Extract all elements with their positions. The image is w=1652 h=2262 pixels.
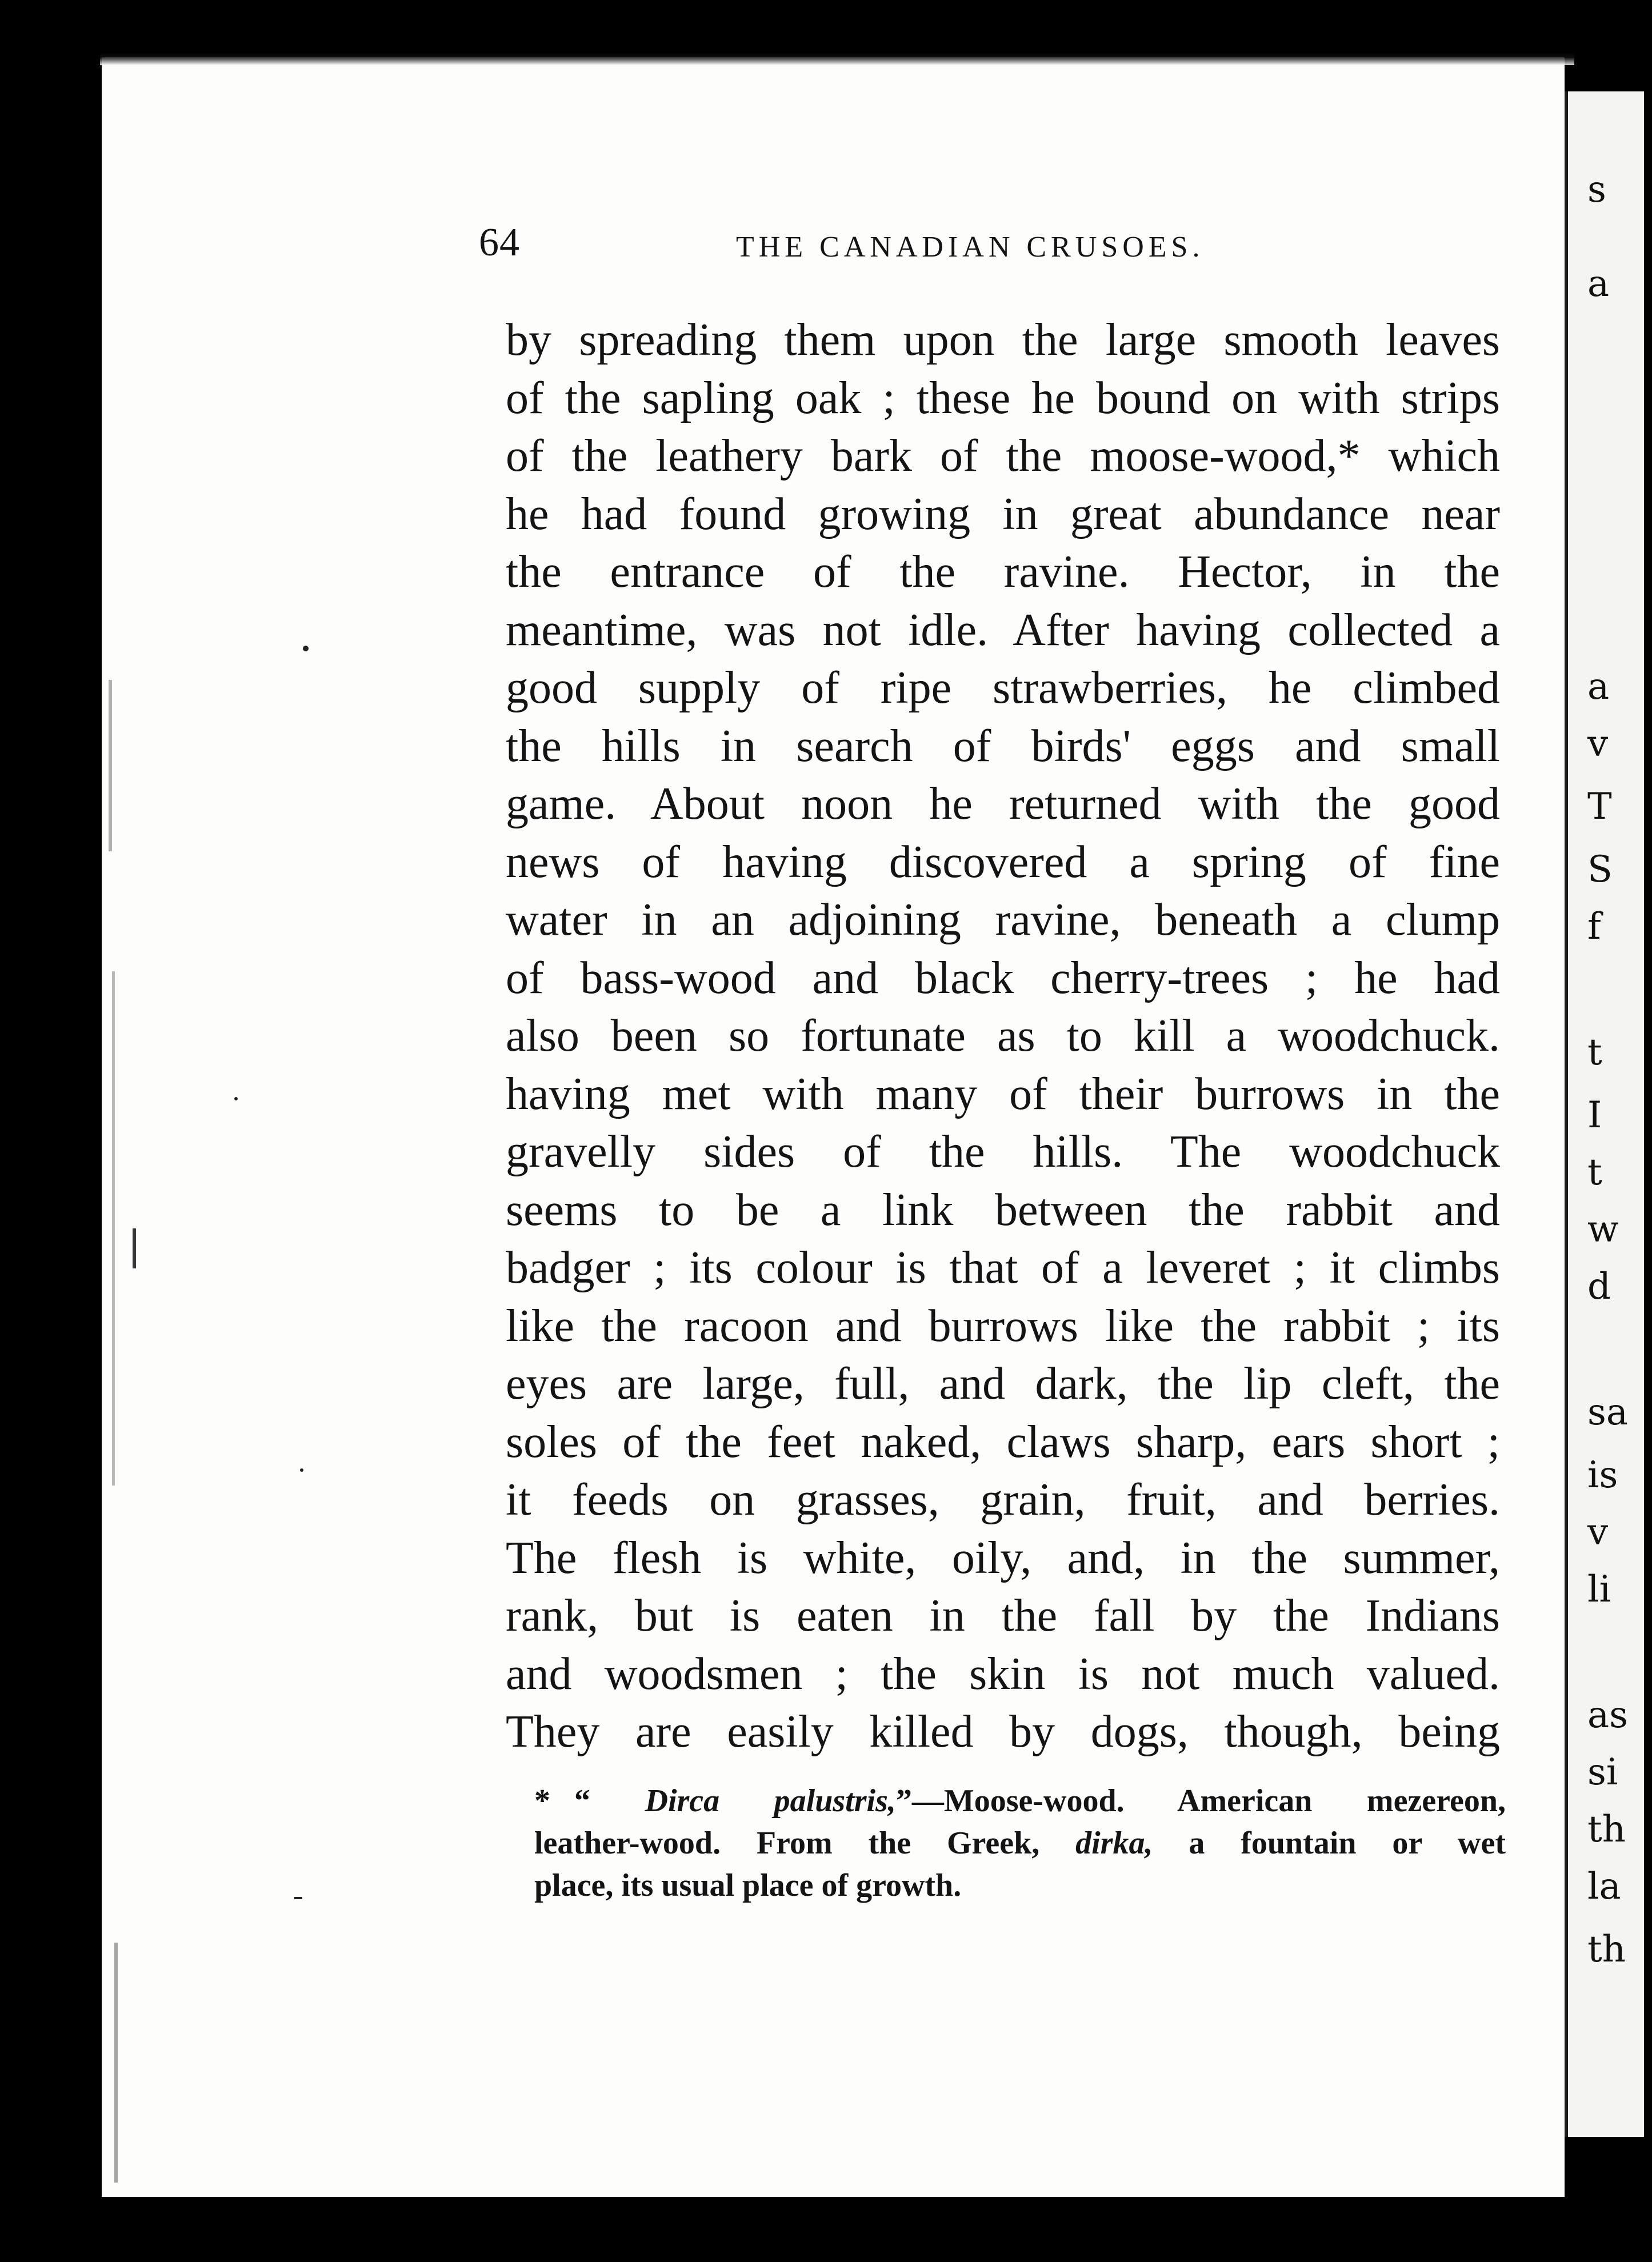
facing-page-fragment: w (1587, 1208, 1619, 1251)
facing-page-fragment: v (1587, 1511, 1609, 1554)
text-line: They are easily killed by dogs, though, being (506, 1707, 1500, 1757)
facing-page-fragment: S (1587, 848, 1613, 891)
facing-page-fragment: T (1587, 786, 1612, 828)
footnote (534, 1780, 1506, 1907)
facing-page-shadow (1644, 91, 1652, 2137)
facing-page-fragment: as (1587, 1694, 1628, 1736)
text-line: and woodsmen ; the skin is not much valued. (506, 1648, 1500, 1699)
gutter-speck (294, 1897, 302, 1899)
text-line: good supply of ripe strawberries, he climbed (506, 663, 1500, 713)
facing-page-fragment: th (1587, 1928, 1626, 1971)
facing-page-fragment: v (1587, 723, 1609, 765)
facing-page-fragment: f (1587, 906, 1601, 948)
facing-page-fragment: li (1587, 1568, 1611, 1611)
gutter-speck (234, 1097, 238, 1100)
footnote-open-quote: “ (574, 1783, 590, 1819)
gutter-speck (303, 646, 309, 651)
text-line: water in an adjoining ravine, beneath a clump (506, 895, 1500, 945)
text-line: it feeds on grasses, grain, fruit, and berries. (506, 1475, 1500, 1525)
footnote-greek-word: dirka, (1075, 1825, 1153, 1861)
text-line: rank, but is eaten in the fall by the Indians (506, 1591, 1500, 1641)
facing-page-fragment: d (1587, 1266, 1611, 1308)
footnote-line (534, 1780, 1506, 1822)
text-line: the hills in search of birds' eggs and small (506, 720, 1500, 771)
text-line: having met with many of their burrows in the (506, 1068, 1500, 1119)
text-line: news of having discovered a spring of fine (506, 836, 1500, 887)
text-line: meantime, was not idle. After having collected a (506, 604, 1500, 655)
text-line: also been so fortunate as to kill a woodchuck. (506, 1011, 1500, 1061)
body-text (506, 311, 1500, 1761)
facing-page-edge (1565, 91, 1652, 2137)
facing-page-fragment: a (1587, 263, 1610, 305)
text-line: by spreading them upon the large smooth leaves (506, 315, 1500, 365)
text-line: he had found growing in great abundance near (506, 489, 1500, 539)
text-line: of the sapling oak ; these he bound on with strips (506, 373, 1500, 423)
gutter-speck (114, 1943, 118, 2183)
text-line: The flesh is white, oily, and, in the summer, (506, 1532, 1500, 1583)
footnote-marker: * (534, 1783, 550, 1819)
text-line: like the racoon and burrows like the rabbit ; its (506, 1300, 1500, 1351)
page-number: 64 (479, 221, 520, 265)
text-line: badger ; its colour is that of a leveret ; it climbs (506, 1243, 1500, 1293)
facing-page-fragment: I (1587, 1094, 1602, 1136)
gutter-speck (109, 680, 112, 851)
footnote-line1-rest: ”—Moose-wood. American mezereon, (895, 1783, 1506, 1819)
footnote-line2-end: a fountain or wet (1189, 1825, 1506, 1861)
facing-page-fragment: la (1587, 1865, 1621, 1908)
facing-page-fragment: si (1587, 1751, 1618, 1793)
facing-page-fragment: t (1587, 1151, 1602, 1194)
running-title: THE CANADIAN CRUSOES. (736, 231, 1205, 263)
text-line: the entrance of the ravine. Hector, in the (506, 547, 1500, 597)
text-line: eyes are large, full, and dark, the lip cleft, the (506, 1359, 1500, 1409)
facing-page-fragment: sa (1587, 1391, 1628, 1434)
facing-page-fragment: t (1587, 1031, 1602, 1074)
facing-page-fragment: is (1587, 1454, 1618, 1496)
text-line: gravelly sides of the hills. The woodchuck (506, 1127, 1500, 1177)
text-line: seems to be a link between the rabbit and (506, 1184, 1500, 1235)
facing-page-fragment: th (1587, 1808, 1626, 1851)
gutter-speck (300, 1468, 303, 1472)
gutter-speck (112, 971, 115, 1486)
text-line: of bass-wood and black cherry-trees ; he had (506, 952, 1500, 1003)
gutter-speck (133, 1228, 136, 1268)
text-line: soles of the feet naked, claws sharp, ears short ; (506, 1416, 1500, 1467)
page-top-edge (100, 53, 1574, 65)
footnote-line: place, its usual place of growth. (534, 1868, 962, 1903)
running-head (479, 220, 1307, 271)
footnote-line2-start: leather-wood. From the Greek, (534, 1825, 1040, 1861)
facing-page-fragment: a (1587, 666, 1610, 708)
footnote-species: Dirca palustris, (645, 1783, 896, 1819)
text-line: game. About noon he returned with the good (506, 779, 1500, 829)
facing-page-fragment: s (1587, 169, 1606, 211)
text-line: of the leathery bark of the moose-wood,* which (506, 431, 1500, 481)
footnote-line (534, 1822, 1506, 1864)
